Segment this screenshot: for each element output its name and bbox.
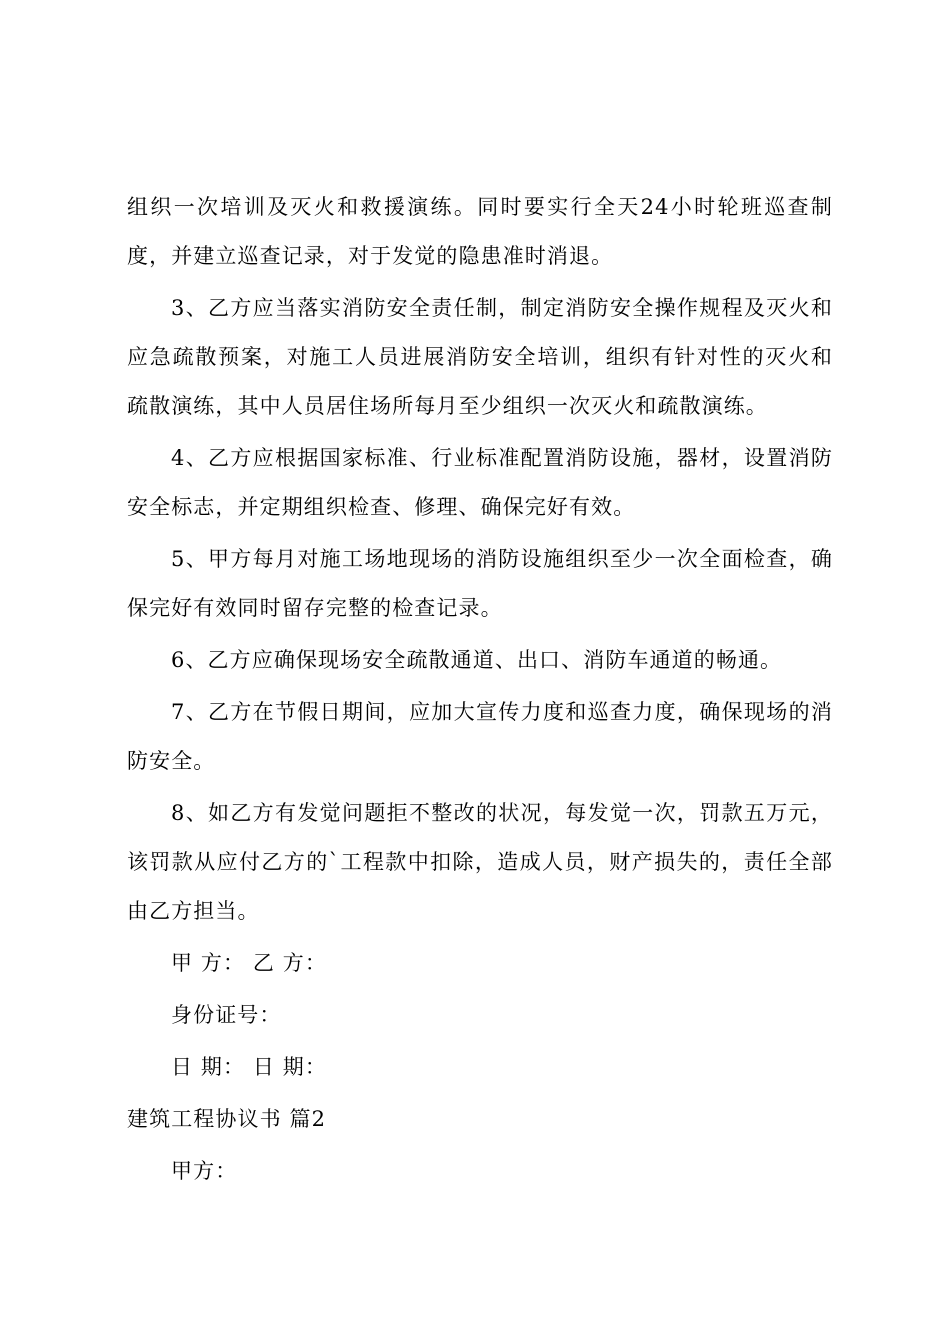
document-body	[127, 183, 833, 1196]
clause-6: 6、乙方应确保现场安全疏散通道、出口、消防车通道的畅通。	[171, 648, 783, 672]
clause-3: 3、乙方应当落实消防安全责任制，制定消防安全操作规程及灭火和应急疏散预案，对施工人员进展消防安全培训，组织有针对性的灭火和疏散演练，其中人员居住场所每月至少组织一次灭火和疏散演练。	[127, 296, 833, 418]
signature-id-number: 身份证号：	[171, 1003, 282, 1027]
section-title: 建筑工程协议书 篇2	[127, 1107, 327, 1131]
clause-8: 8、如乙方有发觉问题拒不整改的状况，每发觉一次，罚款五万元，该罚款从应付乙方的`工程款中扣除，造成人员，财产损失的，责任全部由乙方担当。	[127, 801, 833, 923]
clause-4: 4、乙方应根据国家标准、行业标准配置消防设施，器材，设置消防安全标志，并定期组织检查、修理、确保完好有效。	[127, 446, 833, 519]
next-party-label: 甲方：	[171, 1159, 238, 1183]
signature-parties: 甲 方： 乙 方：	[171, 951, 327, 975]
signature-dates: 日 期： 日 期：	[171, 1055, 327, 1079]
clause-7: 7、乙方在节假日期间，应加大宣传力度和巡查力度，确保现场的消防安全。	[127, 700, 833, 773]
paragraph-continuation: 组织一次培训及灭火和救援演练。同时要实行全天24小时轮班巡查制度，并建立巡查记录，对于发觉的隐患准时消退。	[127, 195, 833, 268]
clause-5: 5、甲方每月对施工场地现场的消防设施组织至少一次全面检查，确保完好有效同时留存完整的检查记录。	[127, 547, 833, 620]
